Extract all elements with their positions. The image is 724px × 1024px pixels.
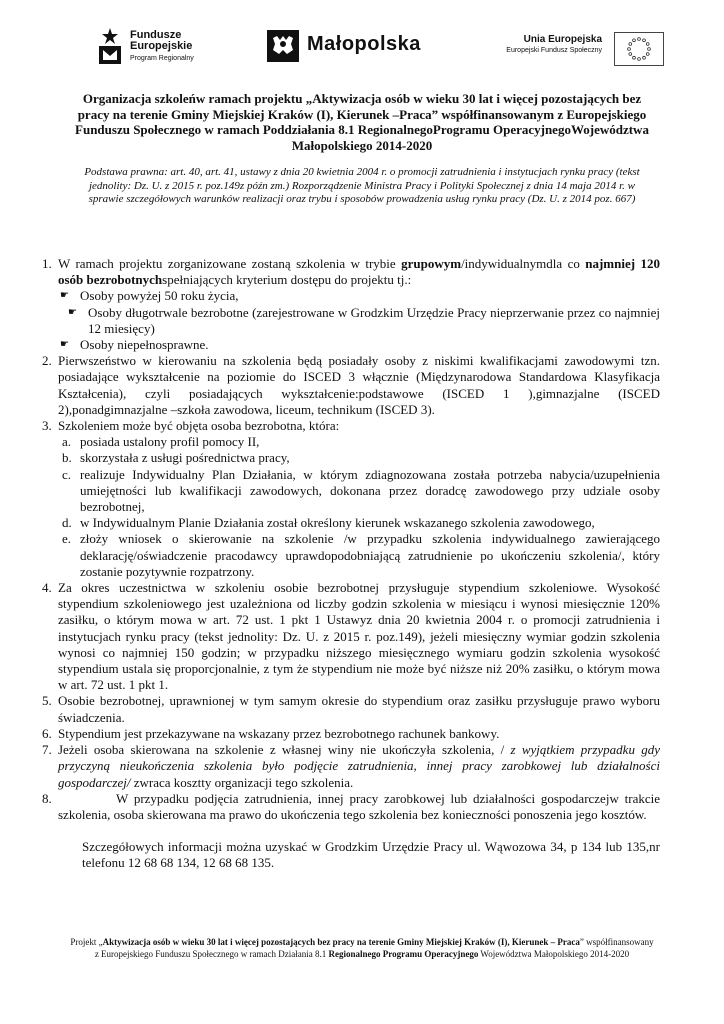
- sub-item-d: [42, 515, 660, 531]
- sub-item-b: [42, 450, 660, 466]
- sub-letter: e.: [62, 531, 72, 547]
- list-item-8: [42, 791, 660, 823]
- list-item-7: [42, 742, 660, 791]
- item-text: Osobie bezrobotnej, uprawnionej w tym samym okresie do stypendium oraz zasiłku przysługuje prawo wyboru świadczenia.: [58, 693, 660, 725]
- sub-text: posiada ustalony profil pomocy II,: [80, 434, 260, 450]
- list-item-2: [42, 353, 660, 418]
- bullet-item: [42, 288, 660, 304]
- item-text: Stypendium jest przekazywane na wskazany przez bezrobotnego rachunek bankowy.: [58, 725, 500, 741]
- footer-part-e: Województwa Małopolskiego 2014-2020: [478, 948, 630, 959]
- item7-part-a: Jeżeli osoba skierowana na szkolenie z własnej winy nie ukończyła szkolenia, /: [58, 742, 511, 758]
- item1-part-d: najmniej 120 osób bezrobotnych: [58, 256, 660, 288]
- sub-letter: b.: [62, 450, 72, 466]
- item-number: 4.: [42, 580, 52, 596]
- item-number: 5.: [42, 693, 52, 709]
- sub-letter: d.: [62, 515, 72, 531]
- footer-part-b: Aktywizacja osób w wieku 30 lat i więcej pozostających bez pracy na terenie Gminy Miejskiej Kraków (I), Kierunek – Praca: [102, 937, 580, 947]
- fe-star-icon: [97, 26, 123, 66]
- list-item-6: [42, 726, 660, 742]
- bullet-item: [42, 305, 660, 337]
- fe-line2: Europejskie: [130, 40, 193, 52]
- fe-line3: Program Regionalny: [130, 55, 194, 62]
- list-item-1: [42, 256, 660, 288]
- malopolska-logo: [267, 30, 447, 66]
- item-number: 2.: [42, 353, 52, 369]
- item-number: 3.: [42, 418, 52, 434]
- sub-item-c: [42, 467, 660, 516]
- eu-logo: [484, 32, 664, 68]
- item-text: W przypadku podjęcia zatrudnienia, innej pracy zarobkowej lub działalności gospodarczejw trakcie szkolenia, osoba skierowana ma prawo do ukończenia tego szkolenia bez konieczności ponoszenia jego kosztów.: [58, 790, 660, 822]
- bullet-item: [42, 337, 660, 353]
- pointing-hand-icon: ☛: [60, 290, 69, 302]
- fe-line1: Fundusze: [130, 29, 182, 41]
- item1-part-a: W ramach projektu zorganizowane zostaną szkolenia w trybie: [58, 256, 402, 271]
- item-text: [58, 256, 660, 288]
- item-number: 1.: [42, 256, 52, 271]
- contact-info: Szczegółowych informacji można uzyskać w Grodzkim Urzędzie Pracy ul. Wąwozowa 34, p 134 lub 135,nr telefonu 12 68 68 134, 12 68 68 135.: [82, 839, 660, 871]
- list-item-4: [42, 580, 660, 693]
- bullet-text: Osoby niepełnosprawne.: [80, 337, 209, 353]
- bullet-text: Osoby powyżej 50 roku życia,: [80, 288, 239, 304]
- sub-item-e: [42, 531, 660, 580]
- document-body: [42, 256, 660, 872]
- pointing-hand-icon: ☛: [68, 306, 77, 318]
- logo-bar: [0, 22, 724, 74]
- item1-part-e: spełniających kryterium dostępu do projektu tj.:: [162, 272, 412, 288]
- malopolska-crest-icon: [267, 30, 299, 62]
- list-item-5: [42, 693, 660, 725]
- malopolska-name: Małopolska: [307, 33, 421, 55]
- bullet-text: Osoby długotrwale bezrobotne (zarejestrowane w Grodzkim Urzędzie Pracy nieprzerwanie przez co najmniej 12 miesięcy): [88, 304, 660, 336]
- item-number: 8.: [42, 790, 52, 806]
- footer-part-d: Regionalnego Programu Operacyjnego: [328, 948, 479, 959]
- item-text: Pierwszeństwo w kierowaniu na szkolenia będą posiadały osoby z niskimi kwalifikacjami zawodowymi tzn. posiadające wykształcenie na poziomie do ISCED 3 włącznie (Międzynarodowa Standardowa Klasyfikacja Kształcenia), czyli posiadających wykształcenie:podstawowe (ISCED 1 ),gimnazjalne (ISCED 2),ponadgimnazjalne –szkoła zawodowa, liceum, technikum (ISCED 3).: [58, 353, 660, 417]
- sub-letter: c.: [62, 466, 72, 482]
- legal-basis: Podstawa prawna: art. 40, art. 41, ustawy z dnia 20 kwietnia 2004 r. o promocji zatrudnienia i instytucjach rynku pracy (tekst jednolity: Dz. U. z 2015 r. poz.149z późn zm.) Rozporządzenie Ministra Pracy i Polityki Społecznej z dnia 14 maja 2014 r. w sprawie szczegółowych warunków realizacji oraz trybu i sposobów prowadzenia usług rynku pracy (Dz. U. z 2014 poz. 667): [84, 166, 640, 206]
- item1-part-c: /indywidualnymdla co: [461, 256, 586, 271]
- pointing-hand-icon: ☛: [60, 339, 69, 351]
- eu-line2: Europejski Fundusz Społeczny: [506, 47, 602, 54]
- item-text: [58, 742, 660, 791]
- document-title: Organizacja szkoleńw ramach projektu „Aktywizacja osób w wieku 30 lat i więcej pozostających bez pracy na terenie Gminy Miejskiej Kraków (I), Kierunek –Praca” współfinansowanym z Europejskiego Funduszu Społecznego w ramach Poddziałania 8.1 RegionalnegoProgramu OperacyjnegoWojewództwa Małopolskiego 2014-2020: [75, 91, 649, 153]
- fundusze-europejskie-logo: [97, 26, 227, 68]
- item7-part-c: zwraca kosztty organizacji tego szkolenia.: [130, 774, 354, 790]
- sub-item-a: [42, 434, 660, 450]
- sub-text: w Indywidualnym Planie Działania został określony kierunek wskazanego szkolenia zawodowego,: [80, 515, 595, 531]
- sub-letter: a.: [62, 434, 72, 450]
- list-item-3: [42, 418, 660, 434]
- eu-line1: Unia Europejska: [523, 34, 602, 45]
- eu-flag-icon: [614, 32, 664, 66]
- item-text: Szkoleniem może być objęta osoba bezrobotna, która:: [58, 418, 340, 434]
- item-number: 6.: [42, 725, 52, 741]
- sub-text: skorzystała z usługi pośrednictwa pracy,: [80, 450, 290, 466]
- footer-part-c: ” współfinansowany z Europejskiego Funduszu Społecznego w ramach Działania 8.1: [94, 937, 654, 959]
- footer-part-a: Projekt „: [70, 937, 103, 947]
- item1-part-b: grupowym: [401, 256, 462, 271]
- item7-part-b: z wyjątkiem przypadku gdy przyczyną nieukończenia szkolenia było podjęcie zatrudnienia, innej pracy zarobkowej lub działalności gospodarczej/: [58, 742, 660, 790]
- sub-text: złoży wniosek o skierowanie na szkolenie /w przypadku szkolenia indywidualnego zawierającego deklarację/oświadczenie pracodawcy uprawdopodobniającą zatrudnienie po ukończeniu szkolenia/, który zostanie pozytywnie rozpatrzony.: [80, 531, 660, 579]
- page-footer: [70, 937, 654, 960]
- sub-text: realizuje Indywidualny Plan Działania, w którym zdiagnozowana została potrzeba nabycia/uzupełnienia umiejętności lub kwalifikacji zawodowych, dokonana przez doradcę zawodowego przy udziale osoby bezrobotnej,: [80, 466, 660, 515]
- item-number: 7.: [42, 742, 52, 758]
- item-text: Za okres uczestnictwa w szkoleniu osobie bezrobotnej przysługuje stypendium szkoleniowe. Wysokość stypendium szkoleniowego jest uzależniona od liczby godzin szkolenia w miesiącu i wynosi miesięcznie 120% zasiłku, o którym mowa w art. 72 ust. 1 pkt 1 Ustawyz dnia 20 kwietnia 2004 r. o promocji zatrudnienia i instytucjach rynku pracy (tekst jednolity: Dz. U. z 2015 r. poz.149), jeżeli miesięczny wymiar godzin szkolenia wynosi co najmniej 150 godzin; w przypadku niższego miesięcznego wymiaru godzin szkolenia wysokość stypendium ustala się proporcjonalnie, z tym że stypendium nie może być niższe niż 20% zasiłku, o którym mowa w art. 72 ust. 1 pkt 1.: [58, 580, 660, 693]
